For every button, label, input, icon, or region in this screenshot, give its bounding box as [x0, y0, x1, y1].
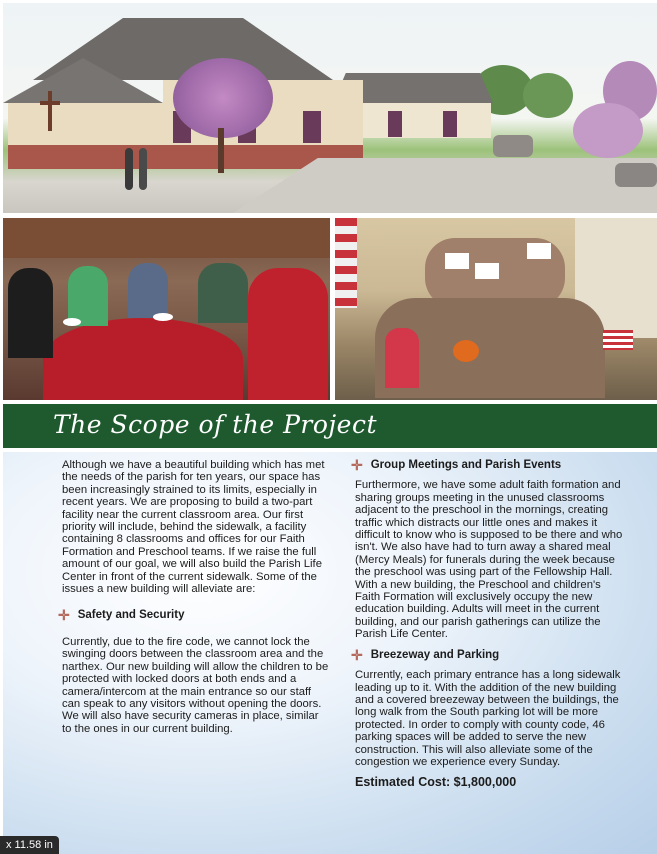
parking-heading	[351, 646, 627, 663]
meetings-heading-label: Group Meetings and Parish Events	[370, 459, 562, 471]
cross-icon: ✛	[351, 646, 363, 663]
page-size-tag: x 11.58 in	[0, 836, 59, 854]
safety-heading-label: Safety and Security	[77, 609, 185, 622]
intro-paragraph: Although we have a beautiful building which has met the needs of the parish for ten years, our space has been increasingly strained to its limits, especially in recent years. We are proposing to build a two-part facility near the current classroom area. Our first priority will include, behind the sidewalk, a facility containing 8 classrooms and offices for our Faith Formation and Preschool teams. If we raise the full amount of our goal, we will also build the Parish Life Center in front of the current sidewalk. Some of the issues a new building will alleviate are:	[62, 459, 325, 596]
left-column	[58, 459, 330, 735]
safety-paragraph: Currently, due to the fire code, we cannot lock the swinging doors between the classroom area and the narthex. Our new building will allow the children to be protected with locked doors at both ends and a camera/intercom at the main entrance so our staff can speak to any visitors without opening the doors. We will also have security cameras in place, similar to the ones in our current building.	[62, 635, 329, 735]
preschool-kids-photo	[335, 218, 657, 400]
parking-paragraph: Currently, each primary entrance has a long sidewalk leading up to it. With the addition of the new building and a covered breezeway between the buildings, the long walk from the South parking lot will be more protected. In order to comply with county code, 46 parking spaces will be added to serve the new construction. This will also alleviate some of the congestion we experience every Sunday.	[355, 669, 621, 768]
cross-icon: ✛	[351, 457, 363, 473]
building-rendering	[3, 3, 657, 213]
parish-dinner-photo	[3, 218, 330, 400]
safety-heading	[58, 607, 330, 624]
estimated-cost: Estimated Cost: $1,800,000	[355, 775, 517, 790]
parking-heading-label: Breezeway and Parking	[370, 648, 500, 661]
section-banner	[3, 404, 657, 448]
cross-icon: ✛	[58, 607, 70, 624]
meetings-heading	[351, 457, 627, 473]
meetings-paragraph: Furthermore, we have some adult faith formation and sharing groups meeting in the unused classrooms adjacent to the preschool in the mornings, creating traffic which distracts our little ones and makes it difficult to know who is supposed to be there and who isn't. We also have had to turn away a shared meal (Mercy Meals) for funerals during the week because the preschool was using part of the Fellowship Hall. With a new building, the Preschool and children's Faith Formation will exclusively occupy the new education building. Adults will meet in the current building, and our parish gatherings can utilize the Parish Life Center.	[355, 479, 623, 641]
banner-title: The Scope of the Project	[53, 410, 377, 439]
right-column	[351, 457, 627, 790]
